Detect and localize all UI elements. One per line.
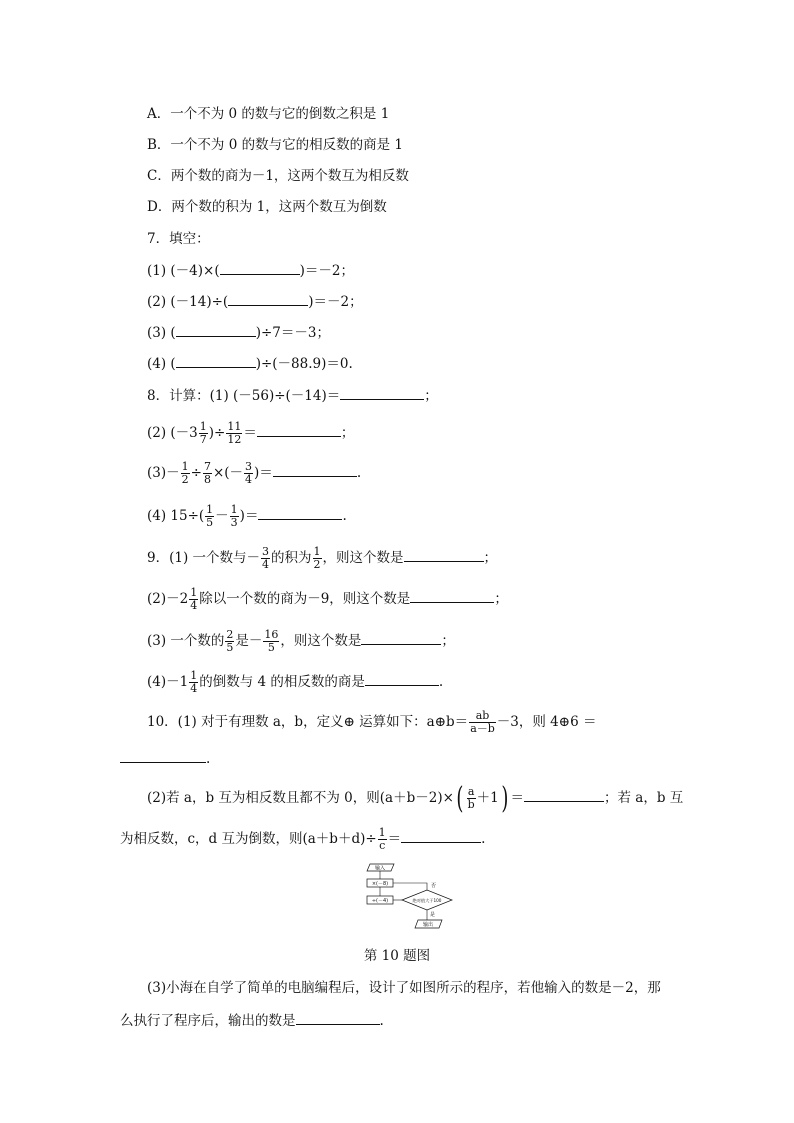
denominator: 4 [190,682,198,695]
fraction [469,710,496,735]
numerator: 16 [264,628,279,641]
q10-part1 [147,710,596,735]
q9-end2: ； [494,591,508,607]
numerator: 3 [245,460,253,473]
answer-blank[interactable] [401,828,481,843]
q7-part2 [147,291,363,312]
fraction [189,587,198,612]
denominator: 2 [181,473,189,486]
fraction [313,546,322,571]
fraction [467,786,476,811]
q9-part1 [147,546,497,571]
q8-p3-b: ÷ [190,465,202,481]
fraction [378,827,387,852]
option-c: C．两个数的商为－1，这两个数互为相反数 [147,168,409,184]
option-b: B．一个不为 0 的数与它的相反数的商是 1 [147,137,403,153]
fraction [199,421,208,446]
q8-part1 [147,385,438,406]
q7-p1-left: (1) (－4)×( [147,263,220,279]
answer-blank[interactable] [365,671,439,686]
denominator: 5 [206,516,214,529]
numerator: 11 [227,420,242,433]
q10-p2-e: 为相反数，c，d 互为倒数，则(a＋b＋d)÷ [120,831,377,847]
fraction [226,421,242,446]
q8-p2-b: )÷ [208,425,226,441]
q9-p3-a: (3) 一个数的 [147,633,225,649]
q10-part1-answer [120,748,210,769]
denominator: 2 [313,558,321,571]
denominator: 5 [226,641,234,654]
denominator: 8 [203,473,211,486]
fraction [203,461,212,486]
q7-title: 7．填空： [147,231,210,247]
q7-p4-left: (4) ( [147,356,176,372]
answer-blank[interactable] [273,462,357,477]
q10-part2-cont [120,827,485,852]
numerator: 3 [262,545,270,558]
q8-p2-a: (2) (－3 [147,425,198,441]
flow-no-label: 否 [431,883,437,889]
q10-p3-b: 么执行了程序后，输出的数是 [120,1013,296,1029]
q7-p1-right: )＝－2； [299,263,354,279]
denominator: 4 [245,473,253,486]
fraction [263,629,279,654]
q10-p1-b: －3，则 4⊕6 ＝ [496,714,597,730]
program-flowchart [364,862,456,932]
q8-p3-c: ×(－ [212,465,244,481]
q9-part4 [147,670,443,695]
q8-end2: ； [340,425,355,441]
flow-loop-line [393,883,427,890]
fraction [230,504,239,529]
q9-p2-a: (2)－2 [147,591,189,607]
flow-box-2-label: ÷(－4) [371,898,389,904]
denominator: a－b [470,722,495,735]
q10-p2-b: ＋1 [476,790,499,806]
q9-part2 [147,587,508,612]
flow-box-1-label: ×(－8) [371,881,389,887]
q9-p3-b: 是－ [235,633,263,649]
figure-caption: 第 10 题图 [363,948,431,964]
numerator: 2 [226,628,234,641]
q7-p4-right: )÷(－88.9)＝0. [255,356,353,372]
q8-part2 [147,421,354,446]
fraction [225,629,234,654]
q7-p3-left: (3) ( [147,325,176,341]
answer-blank[interactable] [404,547,484,562]
q7-p2-left: (2) (－14)÷( [147,294,229,310]
option-a: A．一个不为 0 的数与它的倒数之积是 1 [147,106,390,122]
denominator: 3 [230,516,238,529]
q9-p4-b: 的倒数与 4 的相反数的商是 [199,674,365,690]
q7-part1 [147,260,354,281]
answer-blank[interactable] [220,260,300,275]
answer-blank[interactable] [524,787,604,802]
q9-end3: ； [441,633,455,649]
numerator: 1 [313,545,321,558]
q9-p1-a: 9．(1) 一个数与－ [147,550,261,566]
answer-blank[interactable] [361,630,441,645]
answer-blank[interactable] [120,748,206,763]
q10-p2-a: (2)若 a，b 互为相反数且都不为 0，则(a＋b－2)× [147,790,454,806]
right-paren: ) [501,780,509,816]
q10-end3: . [379,1013,384,1029]
q9-p4-a: (4)－1 [147,674,189,690]
flow-decision-label: 绝对值大于100 [412,898,442,903]
denominator: b [467,798,475,811]
answer-blank[interactable] [410,588,494,603]
denominator: 5 [267,641,275,654]
answer-blank[interactable] [258,505,342,520]
answer-blank[interactable] [176,353,256,368]
q9-p2-b: 除以一个数的商为－9，则这个数是 [199,591,411,607]
flow-yes-label: 是 [430,912,436,918]
numerator: a [467,785,475,798]
fraction [244,461,253,486]
q10-part3-cont [120,1010,384,1031]
q10-p2-h: ＝ [387,831,402,847]
numerator: 1 [206,503,214,516]
q10-p2-c: ＝ [510,790,524,806]
denominator: 4 [262,558,270,571]
q8-p4-a: (4) 15÷( [147,508,205,524]
q9-p1-c: ，则这个数是 [322,550,404,566]
q7-p3-right: )÷7＝－3； [255,325,330,341]
answer-blank[interactable] [176,322,256,337]
q8-part3 [147,461,361,486]
denominator: 12 [227,433,242,446]
q9-end4: . [438,674,444,690]
q8-p2-c: ＝ [243,425,257,441]
numerator: 1 [378,826,386,839]
numerator: 1 [190,586,198,599]
q8-end3: . [356,465,362,481]
q9-end1: ； [483,550,498,566]
answer-blank[interactable] [296,1010,380,1025]
answer-blank[interactable] [257,422,341,437]
q8-p4-b: － [215,508,229,524]
q10-part3: (3)小海在自学了简单的电脑编程后，设计了如图所示的程序，若他输入的数是－2，那 [147,980,661,996]
numerator: 7 [203,460,211,473]
q8-p4-c: )＝ [239,508,259,524]
q8-p3-a: (3)－ [147,465,180,481]
q10-part2 [147,780,684,816]
numerator: 1 [199,420,207,433]
q10-end2: . [481,831,486,847]
option-d: D．两个数的积为 1，这两个数互为倒数 [147,199,387,215]
numerator: 1 [181,460,189,473]
q10-end1: . [206,751,211,767]
numerator: 1 [230,503,238,516]
q10-p2-d: ；若 a，b 互 [603,790,684,806]
answer-blank[interactable] [340,385,424,400]
fraction [205,504,214,529]
denominator: 7 [199,433,207,446]
denominator: c [379,839,386,852]
numerator: ab [469,710,496,723]
q8-title: 8．计算：(1) (－56)÷(－14)＝ [147,388,341,404]
numerator: 1 [190,669,198,682]
left-paren: ( [456,780,464,816]
q8-part4 [147,504,347,529]
fraction [181,461,190,486]
q8-end4: . [342,508,347,524]
q7-part4 [147,353,353,374]
flow-output-label: 输出 [422,922,434,928]
flow-input-label: 输入 [374,865,386,872]
q8-end1: ； [424,388,438,404]
answer-blank[interactable] [228,291,308,306]
fraction [189,670,198,695]
q9-p3-c: ，则这个数是 [280,633,362,649]
fraction [261,546,270,571]
q7-part3 [147,322,330,343]
q10-p1-a: 10．(1) 对于有理数 a，b，定义⊕ 运算如下：a⊕b＝ [147,714,469,730]
q9-p1-b: 的积为 [271,550,312,566]
q8-p3-d: )＝ [254,465,273,481]
denominator: 4 [190,599,198,612]
q7-p2-right: )＝－2； [308,294,363,310]
q9-part3 [147,629,455,654]
